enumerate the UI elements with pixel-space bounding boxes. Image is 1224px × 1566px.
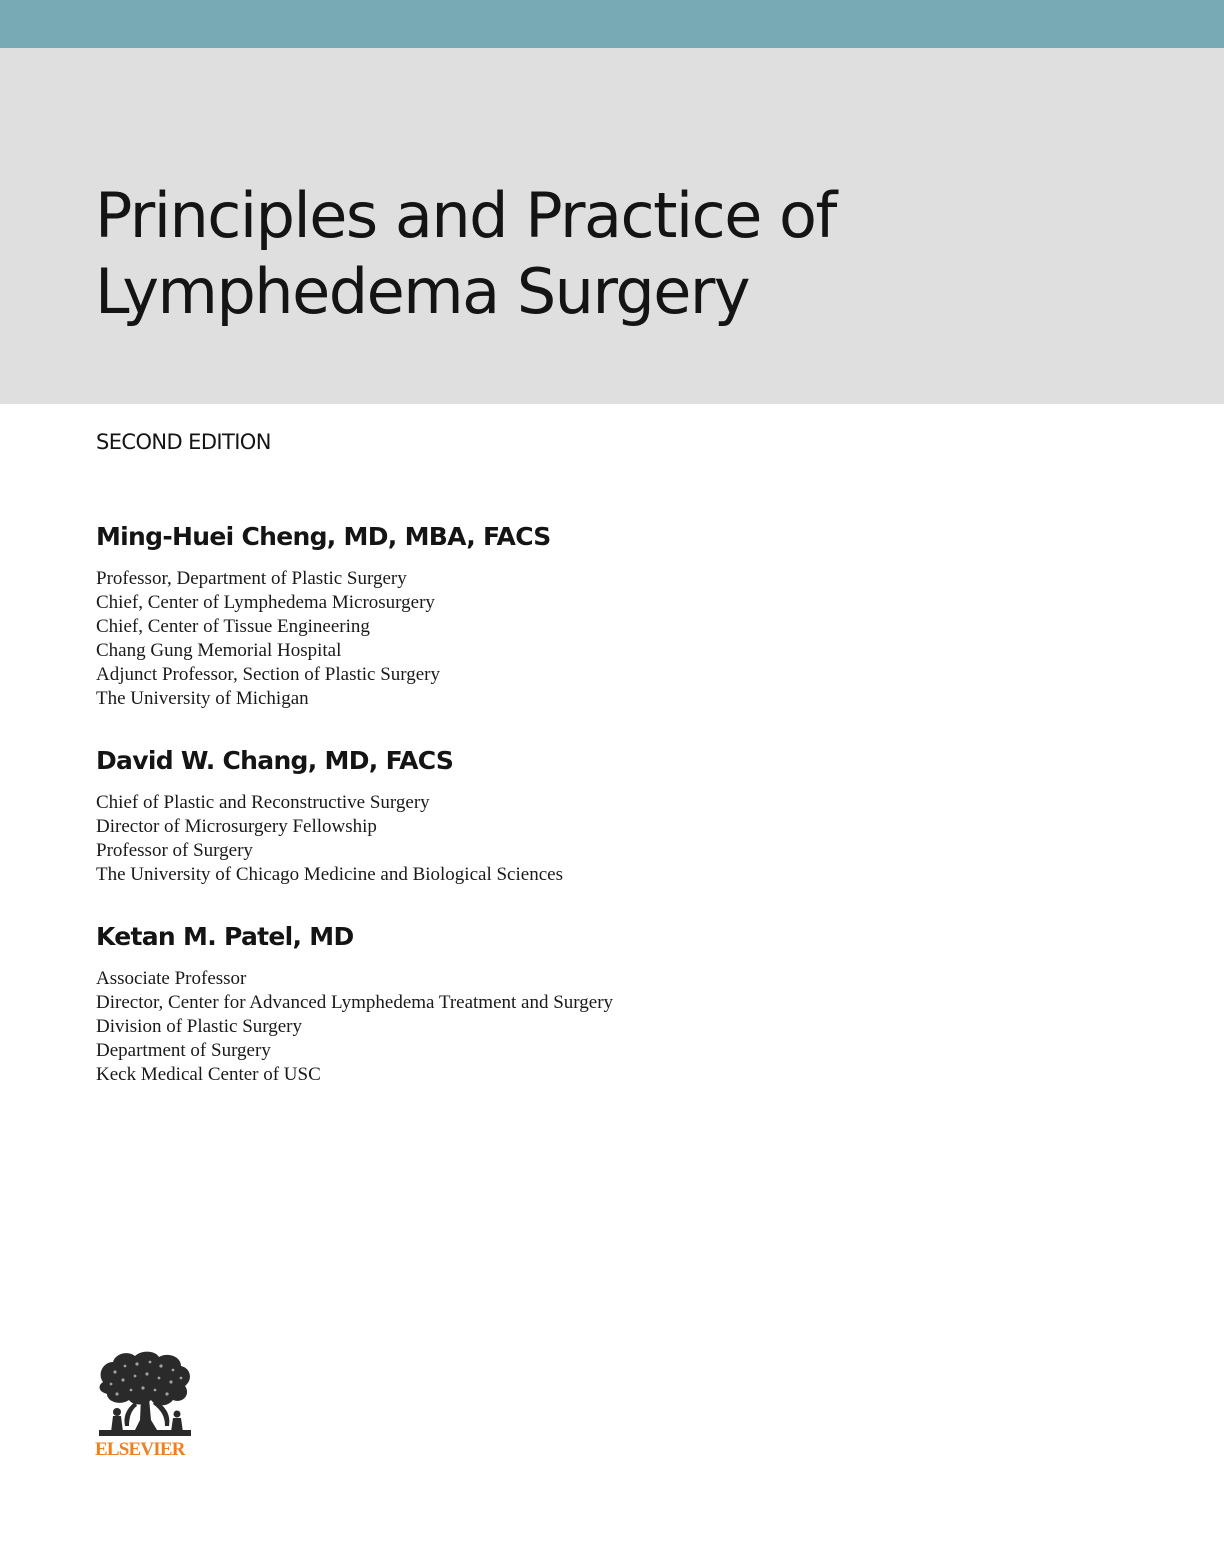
author-name: David W. Chang, MD, FACS [96, 746, 454, 775]
author-affiliations [96, 567, 551, 711]
author-block-patel [96, 922, 613, 1087]
affiliation-line: Director of Microsurgery Fellowship [96, 816, 377, 837]
author-affiliations [96, 791, 563, 887]
affiliation-line: Keck Medical Center of USC [96, 1064, 321, 1085]
affiliation-line: Associate Professor [96, 968, 247, 989]
affiliation-line: Chief, Center of Lymphedema Microsurgery [96, 592, 435, 613]
top-color-band [0, 0, 1224, 48]
author-name: Ming-Huei Cheng, MD, MBA, FACS [96, 522, 551, 551]
elsevier-tree-icon [95, 1348, 195, 1438]
affiliation-line: Professor of Surgery [96, 840, 253, 861]
author-name: Ketan M. Patel, MD [96, 922, 354, 951]
affiliation-line: Chief, Center of Tissue Engineering [96, 616, 370, 637]
affiliation-line: Chang Gung Memorial Hospital [96, 640, 342, 661]
publisher-wordmark: ELSEVIER [95, 1439, 185, 1460]
book-title-line-2: Lymphedema Surgery [95, 255, 750, 328]
affiliation-line: The University of Chicago Medicine and Biological Sciences [96, 864, 563, 885]
affiliation-line: Chief of Plastic and Reconstructive Surgery [96, 792, 430, 813]
author-affiliations [96, 967, 613, 1087]
affiliation-line: Director, Center for Advanced Lymphedema Treatment and Surgery [96, 992, 614, 1013]
author-block-cheng [96, 522, 551, 711]
publisher-logo [95, 1348, 195, 1466]
affiliation-line: Division of Plastic Surgery [96, 1016, 303, 1037]
affiliation-line: The University of Michigan [96, 688, 309, 709]
affiliation-line: Department of Surgery [96, 1040, 271, 1061]
affiliation-line: Professor, Department of Plastic Surgery [96, 568, 407, 589]
book-title-line-1: Principles and Practice of [95, 179, 836, 252]
affiliation-line: Adjunct Professor, Section of Plastic Surgery [96, 664, 441, 685]
author-block-chang [96, 746, 563, 887]
book-title [95, 178, 836, 330]
edition-label: SECOND EDITION [96, 430, 271, 454]
